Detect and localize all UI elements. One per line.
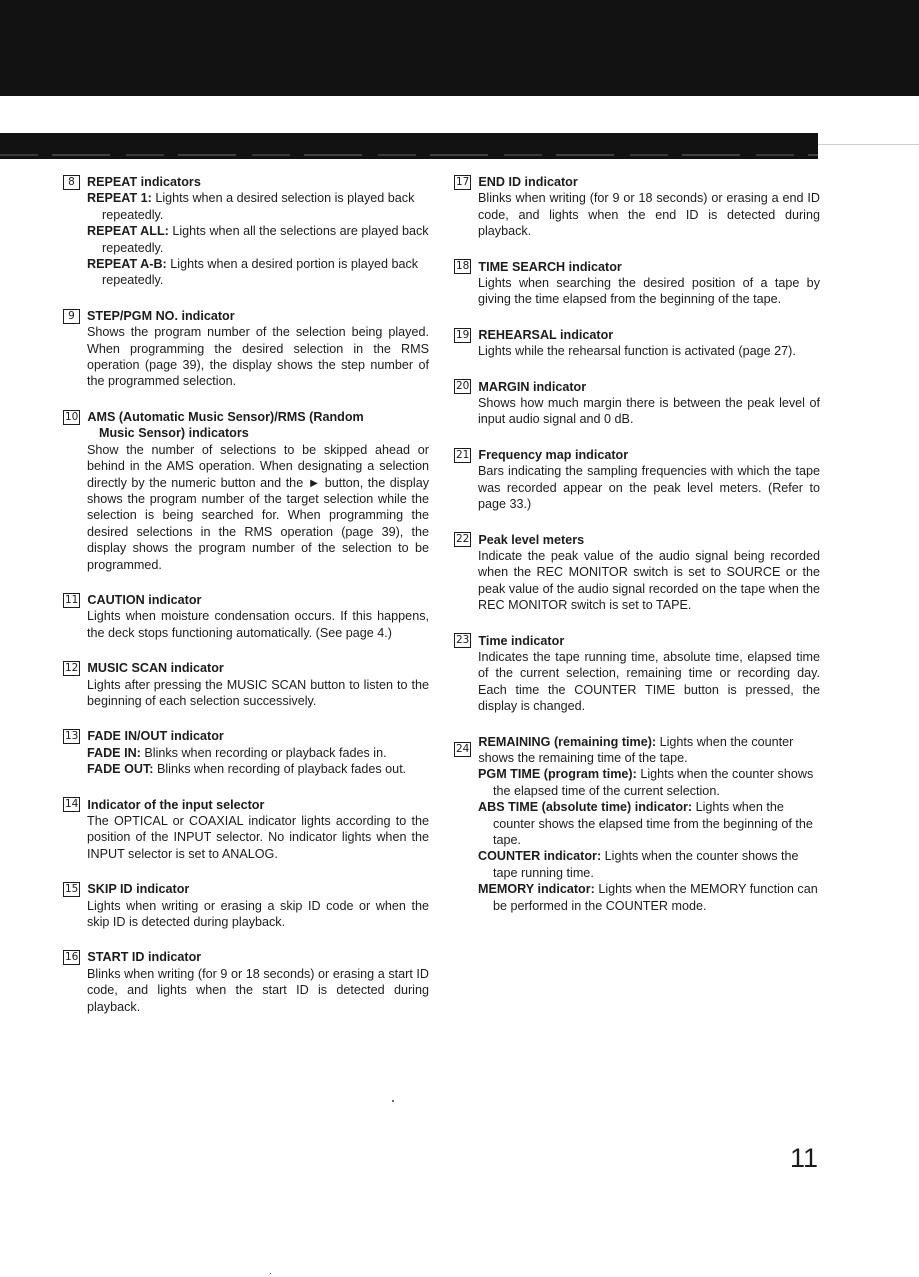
sub-label: FADE IN: xyxy=(87,745,141,760)
entry-heading xyxy=(63,797,429,813)
page-number: 11 xyxy=(790,1143,819,1173)
callout-number: 14 xyxy=(65,798,79,811)
sub-item xyxy=(87,223,429,256)
scan-speck xyxy=(270,1273,271,1274)
right-column xyxy=(454,174,820,933)
callout-number: 21 xyxy=(456,448,470,461)
sub-text: Lights when the counter shows the tape running time. xyxy=(493,849,799,880)
sub-text: Lights when the counter shows the remaining time of the tape. xyxy=(478,734,794,765)
entry-heading xyxy=(454,327,820,343)
callout-number: 22 xyxy=(456,533,470,546)
entry-heading xyxy=(454,734,820,767)
entry-description: Shows the program number of the selection being played. When programming the desired selection in the RMS operation (page 39), the display shows the step number of the programmed selection. xyxy=(87,325,429,389)
header-stripe-texture xyxy=(0,154,818,156)
entry-description: Lights when searching the desired position of a tape by giving the time elapsed from the beginning of the tape. xyxy=(478,276,820,307)
callout-number: 12 xyxy=(65,661,79,674)
sub-label: MEMORY indicator: xyxy=(478,882,595,897)
callout-number: 24 xyxy=(456,743,470,756)
indicator-entry xyxy=(454,447,820,513)
sub-items xyxy=(454,766,820,914)
entry-title: REPEAT indicators xyxy=(87,175,201,189)
indicator-entry xyxy=(454,379,820,428)
indicator-entry xyxy=(454,174,820,240)
sub-item xyxy=(87,745,429,761)
entry-description: Lights while the rehearsal function is activated (page 27). xyxy=(478,344,796,359)
indicator-entry xyxy=(63,409,429,573)
entry-title-continued: Music Sensor) indicators xyxy=(99,426,249,441)
top-dark-band xyxy=(0,0,919,96)
entry-title: FADE IN/OUT indicator xyxy=(87,729,224,744)
sub-item xyxy=(87,256,429,289)
sub-items xyxy=(63,745,429,778)
sub-label: ABS TIME (absolute time) indicator: xyxy=(478,800,693,815)
sub-label: FADE OUT: xyxy=(87,762,154,777)
entry-heading xyxy=(63,174,429,190)
entry-title: Frequency map indicator xyxy=(478,447,629,462)
entry-heading xyxy=(63,592,429,608)
callout-number: 18 xyxy=(456,260,470,273)
indicator-entry xyxy=(63,728,429,777)
entry-heading xyxy=(454,259,820,275)
sub-item xyxy=(87,761,429,777)
sub-item xyxy=(478,799,820,848)
sub-label: REPEAT ALL: xyxy=(87,224,169,239)
callout-number: 19 xyxy=(456,328,470,341)
entry-description: Bars indicating the sampling frequencies with which the tape was recorded appear on the peak level meters. (Refer to page 33.) xyxy=(478,464,820,512)
sub-items xyxy=(63,190,429,288)
entry-description: Indicates the tape running time, absolute time, elapsed time of the current selection, remaining time or recording day. Each time the COUNTER TIME button is pressed, the display is changed. xyxy=(478,649,820,714)
callout-number: 10 xyxy=(65,410,79,423)
entry-description: The OPTICAL or COAXIAL indicator lights according to the position of the INPUT selector. No indicator lights when the INPUT selector is set to ANALOG. xyxy=(87,814,429,861)
entry-title: MARGIN indicator xyxy=(478,379,587,394)
entry-heading xyxy=(63,949,429,965)
entry-title: Peak level meters xyxy=(478,532,585,547)
entry-title: CAUTION indicator xyxy=(87,592,202,607)
sub-text: Lights when the counter shows the elapsed time from the beginning of the tape. xyxy=(493,800,813,847)
callout-number: 8 xyxy=(63,175,80,190)
indicator-entry xyxy=(454,633,820,715)
entry-title: Time indicator xyxy=(478,633,565,648)
entry-description: Lights after pressing the MUSIC SCAN button to listen to the beginning of each selection successively. xyxy=(87,677,429,708)
indicator-entry xyxy=(63,949,429,1015)
sub-label: PGM TIME (program time): xyxy=(478,767,637,782)
sub-item xyxy=(478,766,820,799)
entry-title: TIME SEARCH indicator xyxy=(478,259,622,274)
indicator-entry xyxy=(454,327,820,360)
sub-text: Blinks when recording or playback fades in. xyxy=(140,745,387,760)
entry-heading xyxy=(63,308,429,324)
entry-description: Show the number of selections to be skipped ahead or behind in the AMS operation. When designating a selection directly by the numeric button and the ► button, the display shows the program number of the target selection while the selection is being searched for. When programming the desired selections in the RMS operation (page 39), the display shows the program number of the selection to be programmed. xyxy=(87,442,429,572)
indicator-entry xyxy=(63,592,429,641)
indicator-entry xyxy=(63,797,429,863)
sub-text: Lights when the MEMORY function can be performed in the COUNTER mode. xyxy=(493,882,818,913)
entry-title: SKIP ID indicator xyxy=(87,882,190,897)
entry-heading xyxy=(63,409,429,425)
callout-number: 17 xyxy=(456,175,470,188)
indicator-entry xyxy=(63,308,429,390)
callout-number: 11 xyxy=(65,593,79,606)
callout-number: 23 xyxy=(456,634,470,647)
callout-number: 20 xyxy=(456,380,470,393)
sub-label: COUNTER indicator: xyxy=(478,849,602,864)
sub-item xyxy=(87,190,429,223)
entry-heading-text xyxy=(478,734,820,767)
sub-label: REPEAT 1: xyxy=(87,191,152,206)
indicator-entry xyxy=(63,881,429,930)
sub-item xyxy=(478,881,820,914)
left-column xyxy=(63,174,429,1034)
entry-description: Blinks when writing (for 9 or 18 seconds) or erasing a start ID code, and lights when the start ID is detected during playback. xyxy=(87,966,429,1014)
indicator-entry xyxy=(454,532,820,614)
sub-label: REPEAT A-B: xyxy=(87,257,167,272)
sub-text: Lights when all the selections are played back repeatedly. xyxy=(102,224,429,255)
entry-title: END ID indicator xyxy=(478,175,578,189)
entry-heading xyxy=(454,174,820,190)
indicator-entry xyxy=(63,660,429,709)
entry-description: Shows how much margin there is between the peak level of input audio signal and 0 dB. xyxy=(478,396,820,427)
entry-heading xyxy=(454,633,820,649)
sub-label: REMAINING (remaining time): xyxy=(478,734,657,749)
entry-description: Indicate the peak value of the audio signal being recorded when the REC MONITOR switch is set to SOURCE or the peak value of the audio signal recorded on the tape when the REC MONITOR switch is set to TAPE. xyxy=(478,548,820,613)
entry-title: STEP/PGM NO. indicator xyxy=(87,308,235,323)
indicator-entry xyxy=(454,259,820,308)
scan-speck xyxy=(392,1100,394,1102)
callout-number: 13 xyxy=(65,730,79,743)
entry-heading xyxy=(63,881,429,897)
indicator-entry xyxy=(63,174,429,289)
entry-heading xyxy=(63,728,429,744)
sub-text: Blinks when recording of playback fades out. xyxy=(153,762,407,777)
entry-title: AMS (Automatic Music Sensor)/RMS (Random xyxy=(87,409,364,424)
callout-number: 9 xyxy=(63,309,80,324)
entry-description: Lights when writing or erasing a skip ID code or when the skip ID is detected during playback. xyxy=(87,898,429,930)
entry-heading xyxy=(454,379,820,395)
sub-text: Lights when a desired selection is played back repeatedly. xyxy=(102,191,415,222)
entry-heading xyxy=(63,660,429,676)
sub-text: Lights when the counter shows the elapsed time of the current selection. xyxy=(493,767,814,798)
entry-heading xyxy=(454,447,820,463)
entry-title: MUSIC SCAN indicator xyxy=(87,661,224,676)
callout-number: 16 xyxy=(65,951,79,964)
entry-description: Blinks when writing (for 9 or 18 seconds) or erasing a end ID code, and lights when the end ID is detected during playback. xyxy=(478,191,820,239)
entry-description: Lights when moisture condensation occurs. If this happens, the deck stops functioning automatically. (See page 4.) xyxy=(87,609,429,640)
entry-title: Indicator of the input selector xyxy=(87,797,265,812)
sub-item xyxy=(478,848,820,881)
header-rule xyxy=(818,144,919,145)
entry-title: START ID indicator xyxy=(87,950,202,965)
indicator-entry xyxy=(454,734,820,914)
entry-heading xyxy=(454,532,820,548)
entry-title: REHEARSAL indicator xyxy=(478,327,614,342)
sub-text: Lights when a desired portion is played back repeatedly. xyxy=(102,257,419,288)
callout-number: 15 xyxy=(65,882,79,895)
